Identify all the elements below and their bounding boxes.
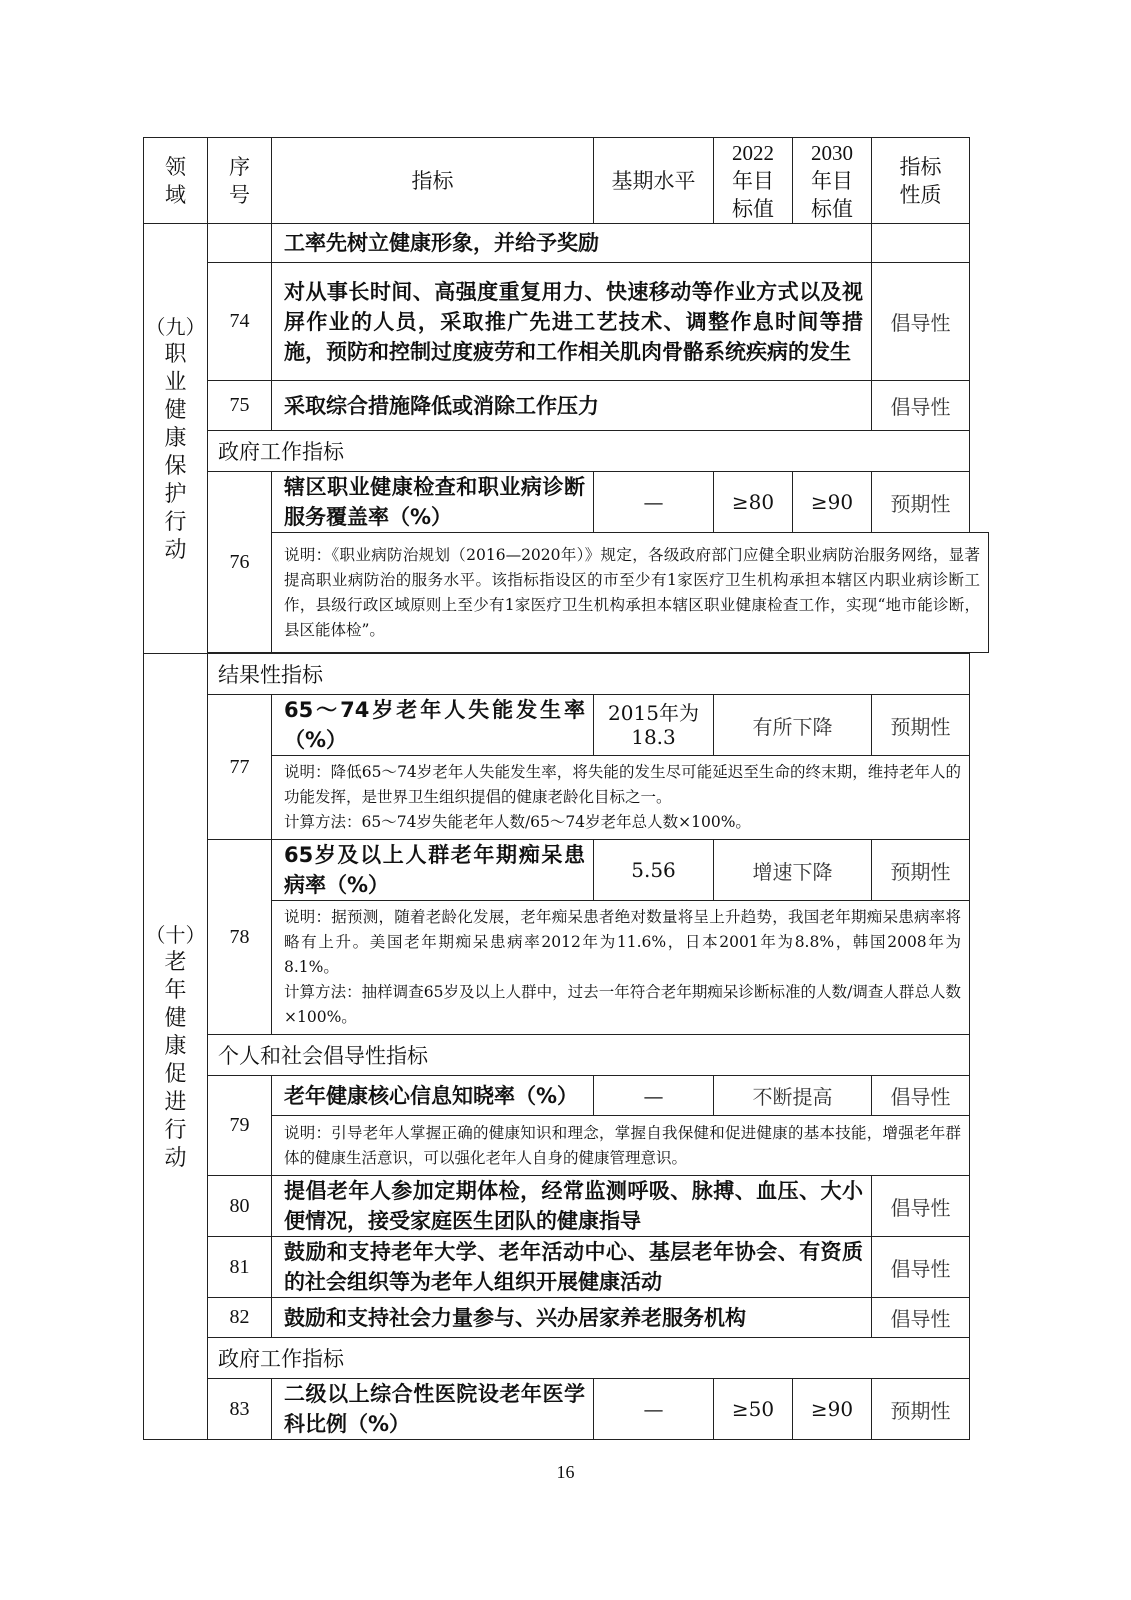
header-row <box>144 138 989 224</box>
indicator-nature: 预期性 <box>872 472 970 533</box>
table-row <box>144 472 989 533</box>
indicator-text: 对从事长时间、高强度重复用力、快速移动等作业方式以及视屏作业的人员，采取推广先进工艺技术、调整作息时间等措施，预防和控制过度疲劳和工作相关肌肉骨骼系统疾病的发生 <box>272 263 872 381</box>
domain-label: 老年健康促进行动 <box>164 949 187 1171</box>
table-row <box>144 840 989 901</box>
domain-label: 职业健康保护行动 <box>164 341 187 563</box>
target-2030-value: ≥90 <box>793 1379 872 1440</box>
seq-number: 78 <box>208 840 272 1035</box>
target-2030-value: ≥90 <box>793 472 872 533</box>
note-calculation: 计算方法：65～74岁失能老年人数/65～74岁老年总人数×100%。 <box>284 813 751 831</box>
note-calculation: 计算方法：抽样调查65岁及以上人群中，过去一年符合老年期痴呆诊断标准的人数/调查人群总人数×100%。 <box>284 983 961 1026</box>
header-indicator: 指标 <box>272 138 594 224</box>
note-description: 说明：据预测，随着老龄化发展，老年痴呆患者绝对数量将呈上升趋势，我国老年期痴呆患病率将略有上升。美国老年期痴呆患病率2012年为11.6%，日本2001年为8.8%，韩国2008年为8.1%。 <box>284 908 961 976</box>
baseline-value: 5.56 <box>594 840 714 901</box>
indicator-note <box>272 756 970 840</box>
header-target-2022: 2022年目标值 <box>714 138 793 224</box>
table-row <box>144 263 989 381</box>
seq-number: 75 <box>208 381 272 431</box>
indicator-text: 采取综合措施降低或消除工作压力 <box>272 381 872 431</box>
domain-paren: （九） <box>145 314 206 339</box>
target-value: 增速下降 <box>714 840 872 901</box>
indicator-text: 提倡老年人参加定期体检，经常监测呼吸、脉搏、血压、大小便情况，接受家庭医生团队的健康指导 <box>272 1176 872 1237</box>
indicator-text: 辖区职业健康检查和职业病诊断服务覆盖率（%） <box>272 472 594 533</box>
indicator-nature: 倡导性 <box>872 1298 970 1338</box>
domain-cell-occupational-health <box>144 224 208 654</box>
indicator-note <box>272 901 970 1035</box>
indicator-text: 工率先树立健康形象，并给予奖励 <box>272 224 872 263</box>
header-domain: 领域 <box>144 138 208 224</box>
indicator-nature: 预期性 <box>872 1379 970 1440</box>
table-row <box>144 381 989 431</box>
indicator-text: 65岁及以上人群老年期痴呆患病率（%） <box>272 840 594 901</box>
seq-number: 77 <box>208 695 272 840</box>
section-title-row <box>144 431 989 472</box>
baseline-value: — <box>594 1379 714 1440</box>
indicator-nature: 倡导性 <box>872 1176 970 1237</box>
target-value: 有所下降 <box>714 695 872 756</box>
seq-number: 80 <box>208 1176 272 1237</box>
seq-number: 81 <box>208 1237 272 1298</box>
seq-number: 82 <box>208 1298 272 1338</box>
section-title-row <box>144 1338 989 1379</box>
indicator-table <box>143 137 989 1440</box>
target-2022-value: ≥50 <box>714 1379 793 1440</box>
seq-number: 83 <box>208 1379 272 1440</box>
indicator-text: 老年健康核心信息知晓率（%） <box>272 1076 594 1116</box>
header-target-2030: 2030年目标值 <box>793 138 872 224</box>
table-row <box>144 1176 989 1237</box>
domain-paren: （十） <box>145 922 206 947</box>
seq-number: 79 <box>208 1076 272 1176</box>
indicator-nature: 预期性 <box>872 840 970 901</box>
indicator-nature: 倡导性 <box>872 1237 970 1298</box>
table-row <box>144 1076 989 1116</box>
indicator-nature: 倡导性 <box>872 381 970 431</box>
table-row <box>144 224 989 263</box>
table-row <box>144 1237 989 1298</box>
baseline-value: 2015年为18.3 <box>594 695 714 756</box>
header-seq: 序号 <box>208 138 272 224</box>
indicator-text: 鼓励和支持老年大学、老年活动中心、基层老年协会、有资质的社会组织等为老年人组织开展健康活动 <box>272 1237 872 1298</box>
section-title-row <box>144 1035 989 1076</box>
indicator-text: 65～74岁老年人失能发生率（%） <box>272 695 594 756</box>
nature-cell-empty <box>872 224 970 263</box>
indicator-text: 鼓励和支持社会力量参与、兴办居家养老服务机构 <box>272 1298 872 1338</box>
seq-number: 74 <box>208 263 272 381</box>
header-baseline: 基期水平 <box>594 138 714 224</box>
seq-number: 76 <box>208 472 272 653</box>
indicator-nature: 倡导性 <box>872 1076 970 1116</box>
indicator-nature: 预期性 <box>872 695 970 756</box>
indicator-text: 二级以上综合性医院设老年医学科比例（%） <box>272 1379 594 1440</box>
table-row <box>144 695 989 756</box>
indicator-note: 说明：《职业病防治规划（2016—2020年）》规定，各级政府部门应健全职业病防治服务网络，显著提高职业病防治的服务水平。该指标指设区的市至少有1家医疗卫生机构承担本辖区内职业病诊断工作，县级行政区域原则上至少有1家医疗卫生机构承担本辖区职业健康检查工作，实现“地市能诊断，县区能体检”。 <box>272 533 989 653</box>
indicator-nature: 倡导性 <box>872 263 970 381</box>
section-title-government: 政府工作指标 <box>208 431 970 472</box>
seq-cell-empty <box>208 224 272 263</box>
section-title-result: 结果性指标 <box>208 654 970 695</box>
section-title-row <box>144 654 989 695</box>
page-number: 16 <box>556 1462 575 1482</box>
table-row <box>144 1379 989 1440</box>
baseline-value: — <box>594 472 714 533</box>
note-description: 说明：降低65～74岁老年人失能发生率，将失能的发生尽可能延迟至生命的终末期，维持老年人的功能发挥，是世界卫生组织提倡的健康老龄化目标之一。 <box>284 763 961 806</box>
section-title-personal-social: 个人和社会倡导性指标 <box>208 1035 970 1076</box>
header-nature: 指标性质 <box>872 138 970 224</box>
domain-cell-elderly-health <box>144 654 208 1440</box>
baseline-value: — <box>594 1076 714 1116</box>
target-2022-value: ≥80 <box>714 472 793 533</box>
target-value: 不断提高 <box>714 1076 872 1116</box>
section-title-government: 政府工作指标 <box>208 1338 970 1379</box>
table-row <box>144 1298 989 1338</box>
indicator-note: 说明：引导老年人掌握正确的健康知识和理念，掌握自我保健和促进健康的基本技能，增强老年群体的健康生活意识，可以强化老年人自身的健康管理意识。 <box>272 1116 970 1176</box>
